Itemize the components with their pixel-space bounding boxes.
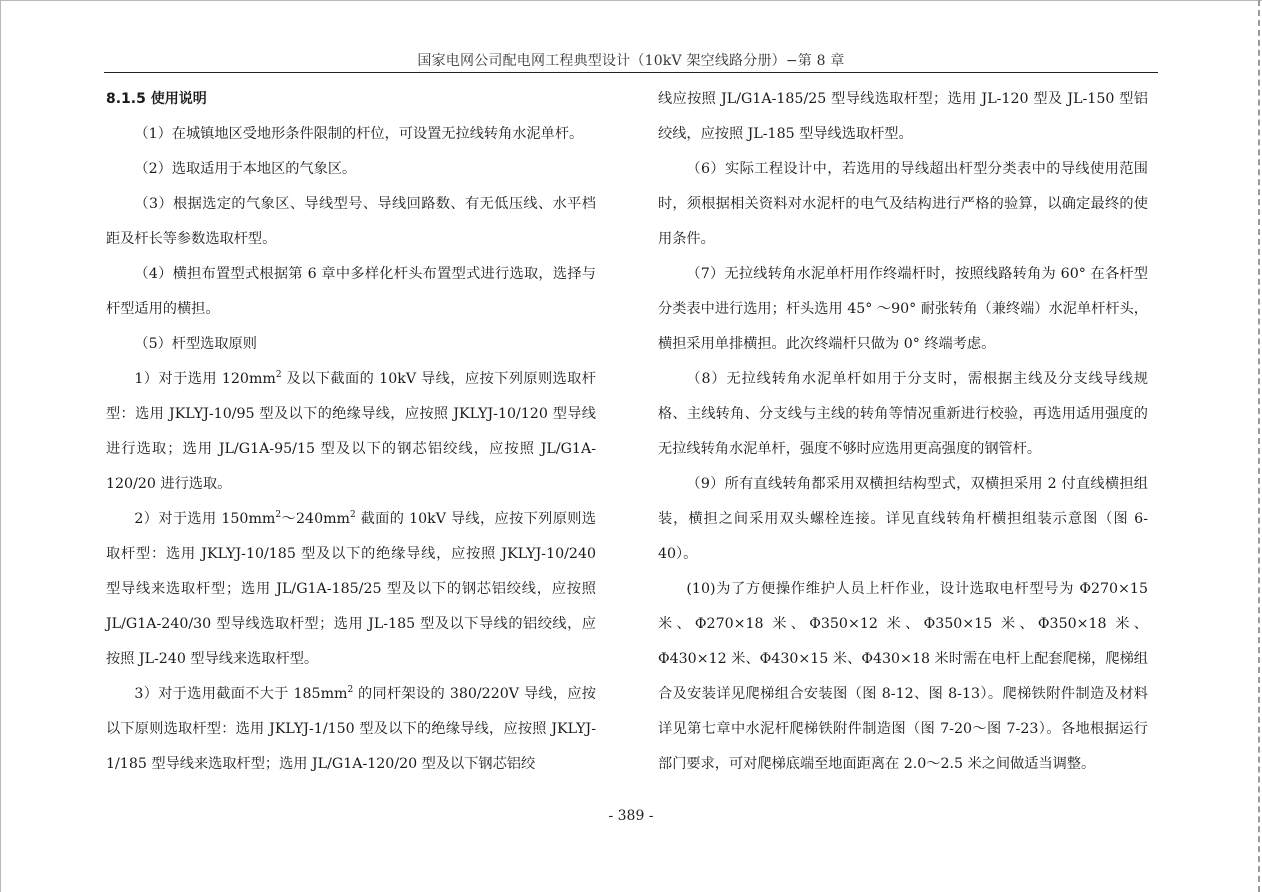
paragraph-5: （5）杆型选取原则	[134, 336, 257, 352]
paragraph-2: （2）选取适用于本地区的气象区。	[134, 161, 357, 177]
running-header: 国家电网公司配电网工程典型设计（10kV 架空线路分册）−第 8 章	[417, 53, 845, 69]
rule-2: 2）对于选用 $150mm^2\sim 240mm^2$ 截面的 10kV 导线，应按下列原则选取杆型：选用 JKLYJ-10/185 型及以下的绝缘导线，应按照 JKLYJ-10/240 型导线来选取杆型；选用 JL/G1A-185/25 型及以下的钢芯铝绞线，应按照 JL/G1A-240/30 型导线选取杆型；选用 JL-185 型及以下导线的铝绞线，应按照 JL-240 型导线来选取杆型。	[106, 510, 596, 667]
paragraph-9: （9）所有直线转角都采用双横担结构型式，双横担采用 2 付直线横担组装，横担之间采用双头螺栓连接。详见直线转角杆横担组装示意图（图 6-40）。	[658, 476, 1148, 562]
page-right-border	[1258, 0, 1260, 892]
rule-1: 1）对于选用 $120mm^2$ 及以下截面的 10kV 导线，应按下列原则选取杆型：选用 JKLYJ-10/95 型及以下的绝缘导线，应按照 JKLYJ-10/120 型导线进行选取；选用 JL/G1A-95/15 型及以下的钢芯铝绞线，应按照 JL/G1A-120/20 进行选取。	[106, 370, 596, 492]
paragraph-1: （1）在城镇地区受地形条件限制的杆位，可设置无拉线转角水泥单杆。	[134, 126, 584, 142]
paragraph-6: （6）实际工程设计中，若选用的导线超出杆型分类表中的导线使用范围时，须根据相关资料对水泥杆的电气及结构进行严格的验算，以确定最终的使用条件。	[658, 161, 1148, 247]
paragraph-7: （7）无拉线转角水泥单杆用作终端杆时，按照线路转角为 60° 在各杆型分类表中进行选用；杆头选用 45° ～90° 耐张转角（兼终端）水泥单杆杆头，横担采用单排横担。此次终端杆只做为 0° 终端考虑。	[658, 266, 1148, 352]
section-title: 8.1.5 使用说明	[106, 91, 207, 107]
page-top-border	[0, 0, 1262, 1]
right-column	[658, 82, 1148, 782]
page-left-border	[0, 0, 1, 892]
header-rule	[104, 72, 1158, 73]
rule-3-continued: 线应按照 JL/G1A-185/25 型导线选取杆型；选用 JL-120 型及 JL-150 型铝绞线，应按照 JL-185 型导线选取杆型。	[658, 91, 1148, 142]
page-number: - 389 -	[608, 808, 654, 824]
left-column	[106, 82, 596, 782]
paragraph-3: （3）根据选定的气象区、导线型号、导线回路数、有无低压线、水平档距及杆长等参数选取杆型。	[106, 196, 596, 247]
paragraph-4: （4）横担布置型式根据第 6 章中多样化杆头布置型式进行选取，选择与杆型适用的横担。	[106, 266, 596, 317]
paragraph-8: （8）无拉线转角水泥单杆如用于分支时，需根据主线及分支线导线规格、主线转角、分支线与主线的转角等情况重新进行校验，再选用适用强度的无拉线转角水泥单杆，强度不够时应选用更高强度的钢管杆。	[658, 371, 1148, 457]
rule-3: 3）对于选用截面不大于 $185mm^2$ 的同杆架设的 380/220V 导线，应按以下原则选取杆型：选用 JKLYJ-1/150 型及以下的绝缘导线，应按照 JKLYJ-1/185 型导线来选取杆型；选用 JL/G1A-120/20 型及以下钢芯铝绞	[106, 685, 596, 772]
paragraph-10: (10)为了方便操作维护人员上杆作业，设计选取电杆型号为 Φ270×15 米、Φ270×18 米、Φ350×12 米、Φ350×15 米、Φ350×18 米、Φ430×12 米、Φ430×15 米、Φ430×18 米时需在电杆上配套爬梯，爬梯组合及安装详见爬梯组合安装图（图 8-12、图 8-13）。爬梯铁附件制造及材料详见第七章中水泥杆爬梯铁附件制造图（图 7-20～图 7-23）。各地根据运行部门要求，可对爬梯底端至地面距离在 2.0～2.5 米之间做适当调整。	[658, 581, 1148, 772]
